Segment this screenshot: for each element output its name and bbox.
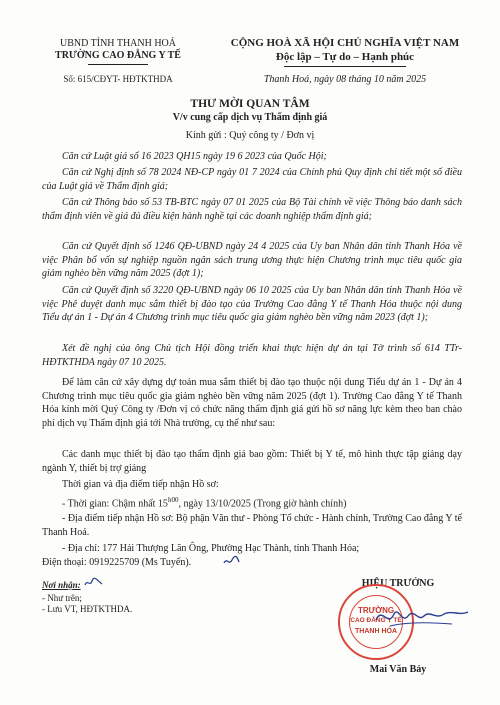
place-date: Thanh Hoá, ngày 08 tháng 10 năm 2025	[263, 74, 427, 85]
stamp-middle-text: CAO ĐẲNG Y TẾ	[350, 617, 402, 624]
recipient-line: Kính gửi : Quý công ty / Đơn vị	[185, 130, 315, 141]
phone-line: Điện thoại: 0919225709 (Ms Tuyến).	[42, 557, 192, 568]
recipient-item-2: - Lưu VT, HĐTKTHDA.	[42, 604, 133, 614]
stamp-top-text: TRƯỜNG	[357, 606, 395, 615]
legal-basis-4: Căn cứ Quyết định số 1246 QĐ-UBND ngày 24 4 2025 của Uy ban Nhân dân tỉnh Thanh Hóa về việc Phân bổ vốn sự nghiệp nguồn ngân sách trung ương thực hiện Chương trình mục tiêu quốc gia giảm nghèo bền vững năm 2025 (đợt 1);	[42, 241, 462, 279]
recipients-heading: Nơi nhận:	[42, 580, 81, 590]
org-name-line1: UBND TỈNH THANH HOÁ	[59, 38, 176, 49]
letter-title: THƯ MỜI QUAN TÂM	[190, 98, 310, 110]
org-underline	[88, 64, 148, 65]
equipment-list: Các danh mục thiết bị đào tạo thẩm định giá bao gồm: Thiết bị Y tế, mô hình thực tập giảng dạy ngành Y, thiết bị trợ giảng	[42, 449, 462, 474]
submission-place: - Địa điểm tiếp nhận Hồ sơ: Bộ phận Văn thư - Phòng Tổ chức - Hành chính, Trường Cao đẳng Y tế Thanh Hoá.	[42, 513, 462, 538]
initials-mark-icon	[223, 554, 241, 568]
document-number: Số: 615/CĐYT- HĐTKTHDA	[63, 74, 173, 84]
stamp-bottom-text: THANH HÓA	[355, 628, 397, 635]
nation-motto: Độc lập – Tự do – Hạnh phúc	[275, 51, 415, 63]
address-line: - Địa chỉ: 177 Hải Thượng Lãn Ông, Phường Hạc Thành, tỉnh Thanh Hóa;	[62, 543, 360, 554]
legal-basis-3: Căn cứ Thông báo số 53 TB-BTC ngày 07 01 2025 của Bộ Tài chính về việc Thông báo danh sách thẩm định viên về giá đủ điều kiện hành nghề tại các doanh nghiệp thẩm định giá;	[42, 197, 462, 222]
legal-basis-1: Căn cứ Luật giá số 16 2023 QH15 ngày 19 6 2023 của Quốc Hội;	[62, 151, 327, 162]
time-place-heading: Thời gian và địa điểm tiếp nhận Hồ sơ:	[62, 479, 219, 490]
org-name-line2: TRƯỜNG CAO ĐẲNG Y TẾ	[55, 50, 181, 61]
recipients-initials-icon	[84, 577, 104, 589]
deadline-minutes: 00	[171, 496, 179, 504]
deadline-date: , ngày 13/10/2025 (Trong giờ hành chính)	[178, 498, 347, 510]
letter-subject: V/v cung cấp dịch vụ Thẩm định giá	[172, 112, 328, 123]
recipient-item-1: - Như trên;	[42, 593, 82, 603]
legal-basis-6: Xét đề nghị của ông Chủ tịch Hội đồng triển khai thực hiện dự án tại Tờ trình số 614 TTr-HĐTKTHDA ngày 07 10 2025.	[42, 343, 462, 368]
intro-paragraph: Để làm căn cứ xây dựng dự toán mua sắm thiết bị đào tạo thuộc nội dung Tiểu dự án 1 - Dự án 4 Chương trình mục tiêu quốc gia giảm nghèo bền vững năm 2025 (đợt 1). Trường Cao đẳng Y tế Thanh Hóa kính mời Quý Công ty /Đơn vị có chức năng thẩm định giá gửi hồ sơ năng lực kèm theo ban chào phí dịch vụ Thẩm định giá tới Nhà trường, cụ thể như sau:	[42, 377, 462, 429]
deadline-label: - Thời gian: Chậm nhất 15	[62, 498, 168, 510]
signer-name: Mai Văn Bảy	[369, 664, 427, 675]
deadline-line	[42, 494, 462, 511]
nation-title: CỘNG HOÀ XÃ HỘI CHỦ NGHĨA VIỆT NAM	[230, 37, 460, 49]
deadline-hour-suffix: h	[167, 496, 172, 504]
legal-basis-5: Căn cứ Quyết định số 3220 QĐ-UBND ngày 06 10 2025 của Uy ban Nhân dân tỉnh Thanh Hóa về việc Phê duyệt danh mục sắm thiết bị đào tạo của Trường Cao đẳng Y tế Thanh Hóa thuộc nội dung Tiểu dự án 1 - Dự án 4 Chương trình mục tiêu quốc gia giảm nghèo bền vững năm 2023 (đợt 1);	[42, 285, 462, 323]
signer-title: HIỆU TRƯỞNG	[361, 578, 435, 589]
legal-basis-2: Căn cứ Nghị định số 78 2024 NĐ-CP ngày 01 7 2024 của Chính phủ Quy định chi tiết một số điều của Luật giá về Thẩm định giá;	[42, 167, 462, 192]
handwritten-signature-icon	[372, 598, 472, 634]
motto-underline	[284, 66, 406, 67]
